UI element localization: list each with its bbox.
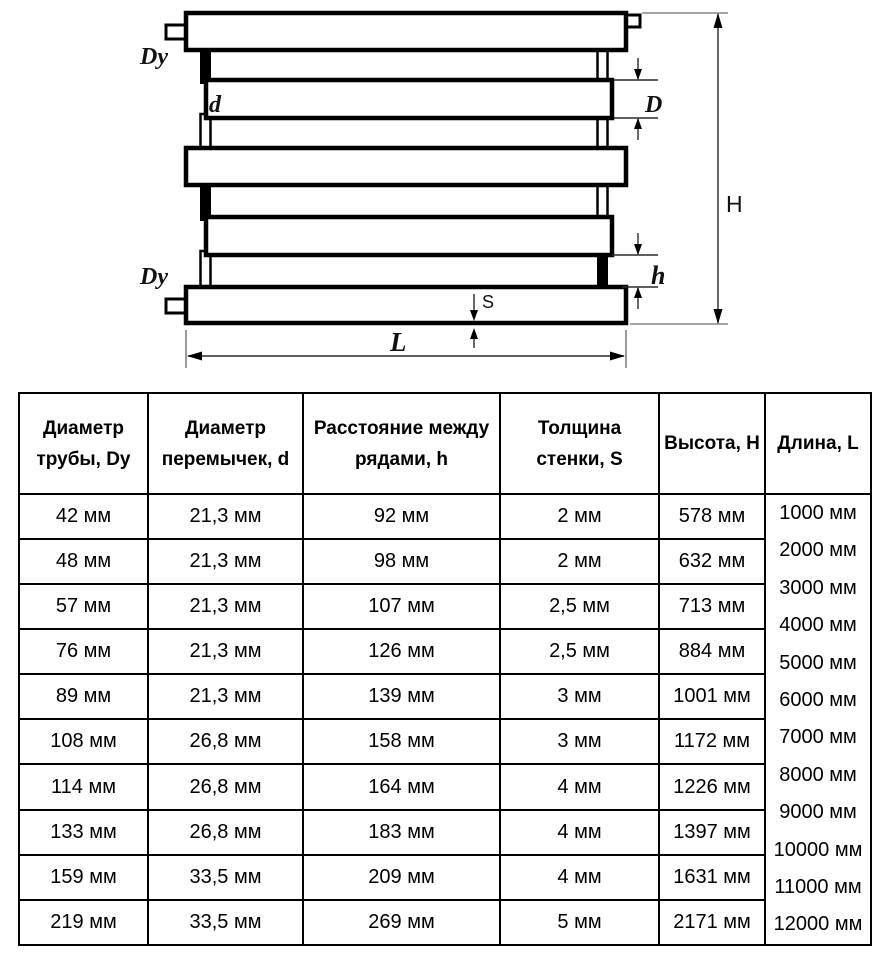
length-value: 8000 мм (779, 763, 857, 786)
table-cell: 578 мм (659, 494, 765, 539)
table-cell: 2 мм (500, 494, 659, 539)
length-value: 5000 мм (779, 651, 857, 674)
table-cell: 209 мм (303, 855, 500, 900)
pipe-row-5 (186, 287, 626, 323)
table-cell: 4 мм (500, 764, 659, 809)
table-cell: 1631 мм (659, 855, 765, 900)
table-cell: 76 мм (19, 629, 148, 674)
table-cell: 21,3 мм (148, 494, 303, 539)
table-cell: 98 мм (303, 539, 500, 584)
table-row (19, 629, 871, 674)
label-D: D (645, 92, 663, 118)
table-cell: 713 мм (659, 584, 765, 629)
table-cell: 139 мм (303, 674, 500, 719)
table-row (19, 855, 871, 900)
table-cell: 884 мм (659, 629, 765, 674)
table-cell: 2 мм (500, 539, 659, 584)
table-row (19, 494, 871, 539)
table-cell: 3 мм (500, 719, 659, 764)
table-cell: 2,5 мм (500, 584, 659, 629)
length-value: 9000 мм (779, 801, 857, 824)
length-value: 4000 мм (779, 614, 857, 637)
length-value: 7000 мм (779, 726, 857, 749)
table-row (19, 674, 871, 719)
table-cell: 107 мм (303, 584, 500, 629)
table-cell: 57 мм (19, 584, 148, 629)
table-cell: 1172 мм (659, 719, 765, 764)
table-cell: 21,3 мм (148, 629, 303, 674)
column-header-s: Толщина стенки, S (500, 393, 659, 494)
table-cell: 26,8 мм (148, 764, 303, 809)
dimension-L (186, 327, 626, 368)
table-row (19, 764, 871, 809)
length-value: 3000 мм (779, 576, 857, 599)
column-header-length: Длина, L (765, 393, 871, 494)
register-radiator-diagram (0, 0, 888, 392)
table-cell: 133 мм (19, 810, 148, 855)
table-cell: 1397 мм (659, 810, 765, 855)
length-values-cell (765, 494, 871, 945)
table-row (19, 900, 871, 945)
dimensions-table (18, 392, 872, 946)
dimension-D (614, 58, 662, 140)
table-cell: 5 мм (500, 900, 659, 945)
table-cell: 1001 мм (659, 674, 765, 719)
table-cell: 108 мм (19, 719, 148, 764)
table-cell: 183 мм (303, 810, 500, 855)
length-value: 11000 мм (774, 876, 862, 899)
table-cell: 42 мм (19, 494, 148, 539)
pipe-row-2 (206, 80, 612, 118)
table-cell: 33,5 мм (148, 900, 303, 945)
table-cell: 21,3 мм (148, 674, 303, 719)
table-cell: 89 мм (19, 674, 148, 719)
label-S: S (482, 292, 495, 312)
table-row (19, 810, 871, 855)
label-L: L (390, 327, 407, 357)
table-row (19, 584, 871, 629)
table-cell: 26,8 мм (148, 719, 303, 764)
pipe-row-3 (186, 148, 626, 185)
table-cell: 164 мм (303, 764, 500, 809)
table-cell: 632 мм (659, 539, 765, 584)
table-cell: 48 мм (19, 539, 148, 584)
length-value: 1000 мм (779, 502, 857, 524)
table-cell: 92 мм (303, 494, 500, 539)
pipe-row-4 (206, 217, 612, 255)
pipe-row-1 (186, 13, 626, 50)
table-cell: 1226 мм (659, 764, 765, 809)
table-cell: 21,3 мм (148, 584, 303, 629)
label-dy-top: Dy (140, 44, 168, 70)
length-value: 2000 мм (779, 539, 857, 562)
header-row (19, 393, 871, 494)
length-value: 12000 мм (773, 913, 863, 936)
table-cell: 269 мм (303, 900, 500, 945)
table-cell: 3 мм (500, 674, 659, 719)
column-header-h: Расстояние между рядами, h (303, 393, 500, 494)
table-row (19, 719, 871, 764)
label-dy-bottom: Dy (140, 264, 168, 290)
column-header-d: Диаметр перемычек, d (148, 393, 303, 494)
table-cell: 114 мм (19, 764, 148, 809)
table-cell: 2171 мм (659, 900, 765, 945)
table-cell: 26,8 мм (148, 810, 303, 855)
label-H: H (726, 191, 743, 217)
table-cell: 158 мм (303, 719, 500, 764)
length-value: 10000 мм (773, 838, 863, 861)
dimension-H (630, 13, 743, 324)
table-cell: 126 мм (303, 629, 500, 674)
table-cell: 159 мм (19, 855, 148, 900)
length-value: 6000 мм (779, 689, 857, 712)
register-diagram-area (0, 0, 888, 392)
column-header-height: Высота, H (659, 393, 765, 494)
table-cell: 2,5 мм (500, 629, 659, 674)
column-header-dy: Диаметр трубы, Dy (19, 393, 148, 494)
table-cell: 219 мм (19, 900, 148, 945)
table-row (19, 539, 871, 584)
table-cell: 33,5 мм (148, 855, 303, 900)
table-cell: 21,3 мм (148, 539, 303, 584)
label-h: h (651, 261, 666, 290)
table-cell: 4 мм (500, 855, 659, 900)
table-cell: 4 мм (500, 810, 659, 855)
label-d: d (209, 92, 221, 118)
